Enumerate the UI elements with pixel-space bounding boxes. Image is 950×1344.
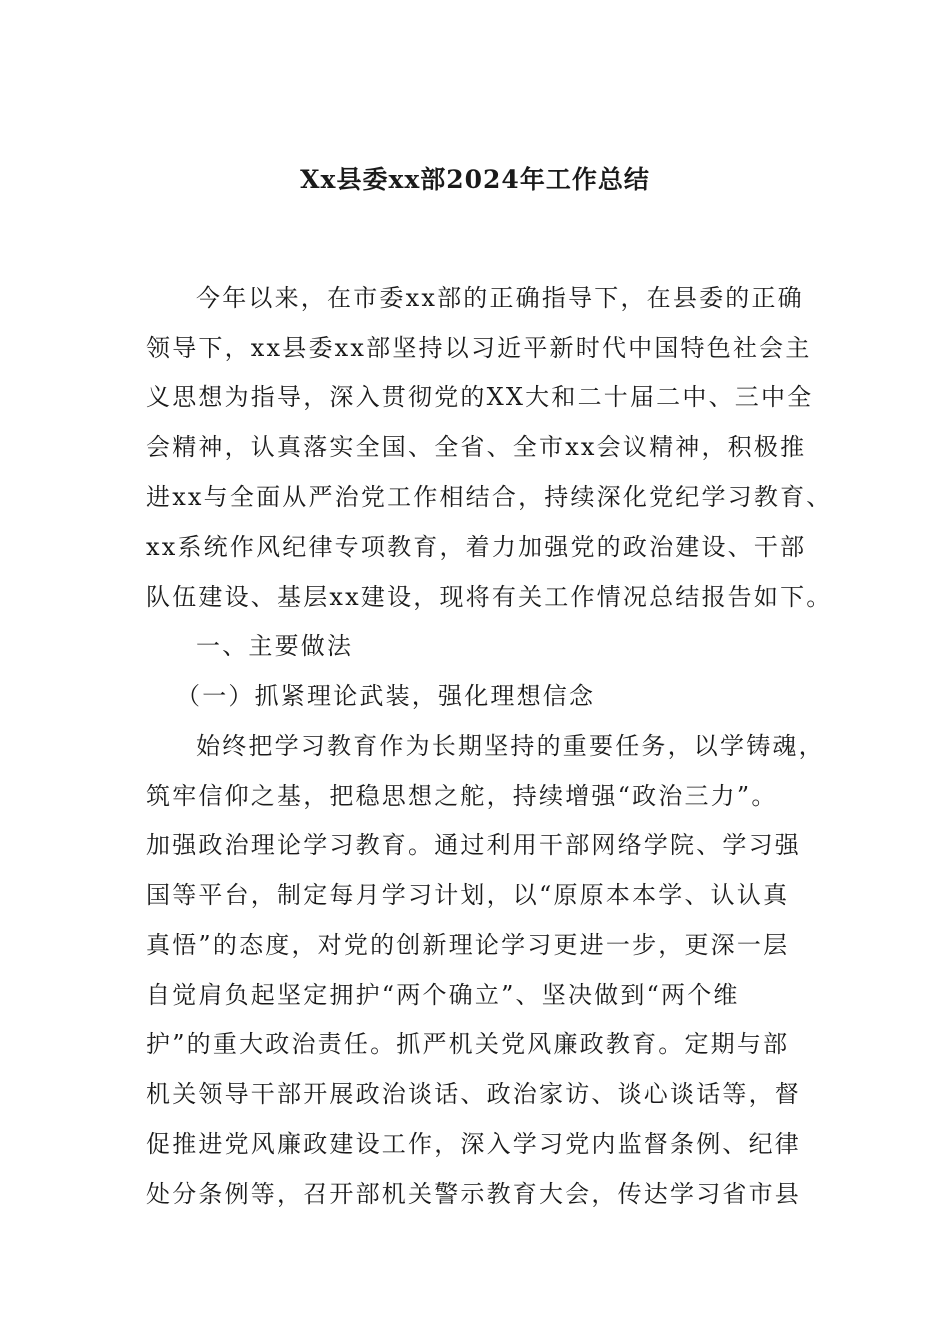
section-heading: 一、主要做法 (196, 632, 354, 660)
paragraph-line: 队伍建设、基层xx建设，现将有关工作情况总结报告如下。 (146, 583, 833, 611)
paragraph-line: 真悟”的态度，对党的创新理论学习更进一步，更深一层 (146, 931, 790, 959)
paragraph-line: 义思想为指导，深入贯彻党的XX大和二十届二中、三中全 (146, 383, 814, 411)
paragraph-line: 自觉肩负起坚定拥护“两个确立”、坚决做到“两个维 (146, 981, 740, 1009)
paragraph-line: 始终把学习教育作为长期坚持的重要任务，以学铸魂， (196, 732, 825, 760)
paragraph-line: 筑牢信仰之基，把稳思想之舵，持续增强“政治三力”。 (146, 782, 778, 810)
paragraph-line: 领导下，xx县委xx部坚持以习近平新时代中国特色社会主 (146, 334, 812, 362)
subsection-heading: （一）抓紧理论武装，强化理想信念 (176, 682, 596, 710)
paragraph-line: 会精神，认真落实全国、全省、全市xx会议精神，积极推 (146, 433, 807, 461)
paragraph-line: 加强政治理论学习教育。通过利用干部网络学院、学习强 (146, 831, 801, 859)
paragraph-line: 促推进党风廉政建设工作，深入学习党内监督条例、纪律 (146, 1130, 801, 1158)
paragraph-line: 进xx与全面从严治党工作相结合，持续深化党纪学习教育、 (146, 483, 833, 511)
paragraph-line: 护”的重大政治责任。抓严机关党风廉政教育。定期与部 (146, 1030, 790, 1058)
paragraph-line: 今年以来，在市委xx部的正确指导下，在县委的正确 (196, 284, 804, 312)
document-title: Xx县委xx部2024年工作总结 (300, 165, 650, 194)
paragraph-line: xx系统作风纪律专项教育，着力加强党的政治建设、干部 (146, 533, 807, 561)
paragraph-line: 机关领导干部开展政治谈话、政治家访、谈心谈话等，督 (146, 1080, 801, 1108)
paragraph-line: 国等平台，制定每月学习计划，以“原原本本学、认认真 (146, 881, 790, 909)
paragraph-line: 处分条例等，召开部机关警示教育大会，传达学习省市县 (146, 1180, 801, 1208)
